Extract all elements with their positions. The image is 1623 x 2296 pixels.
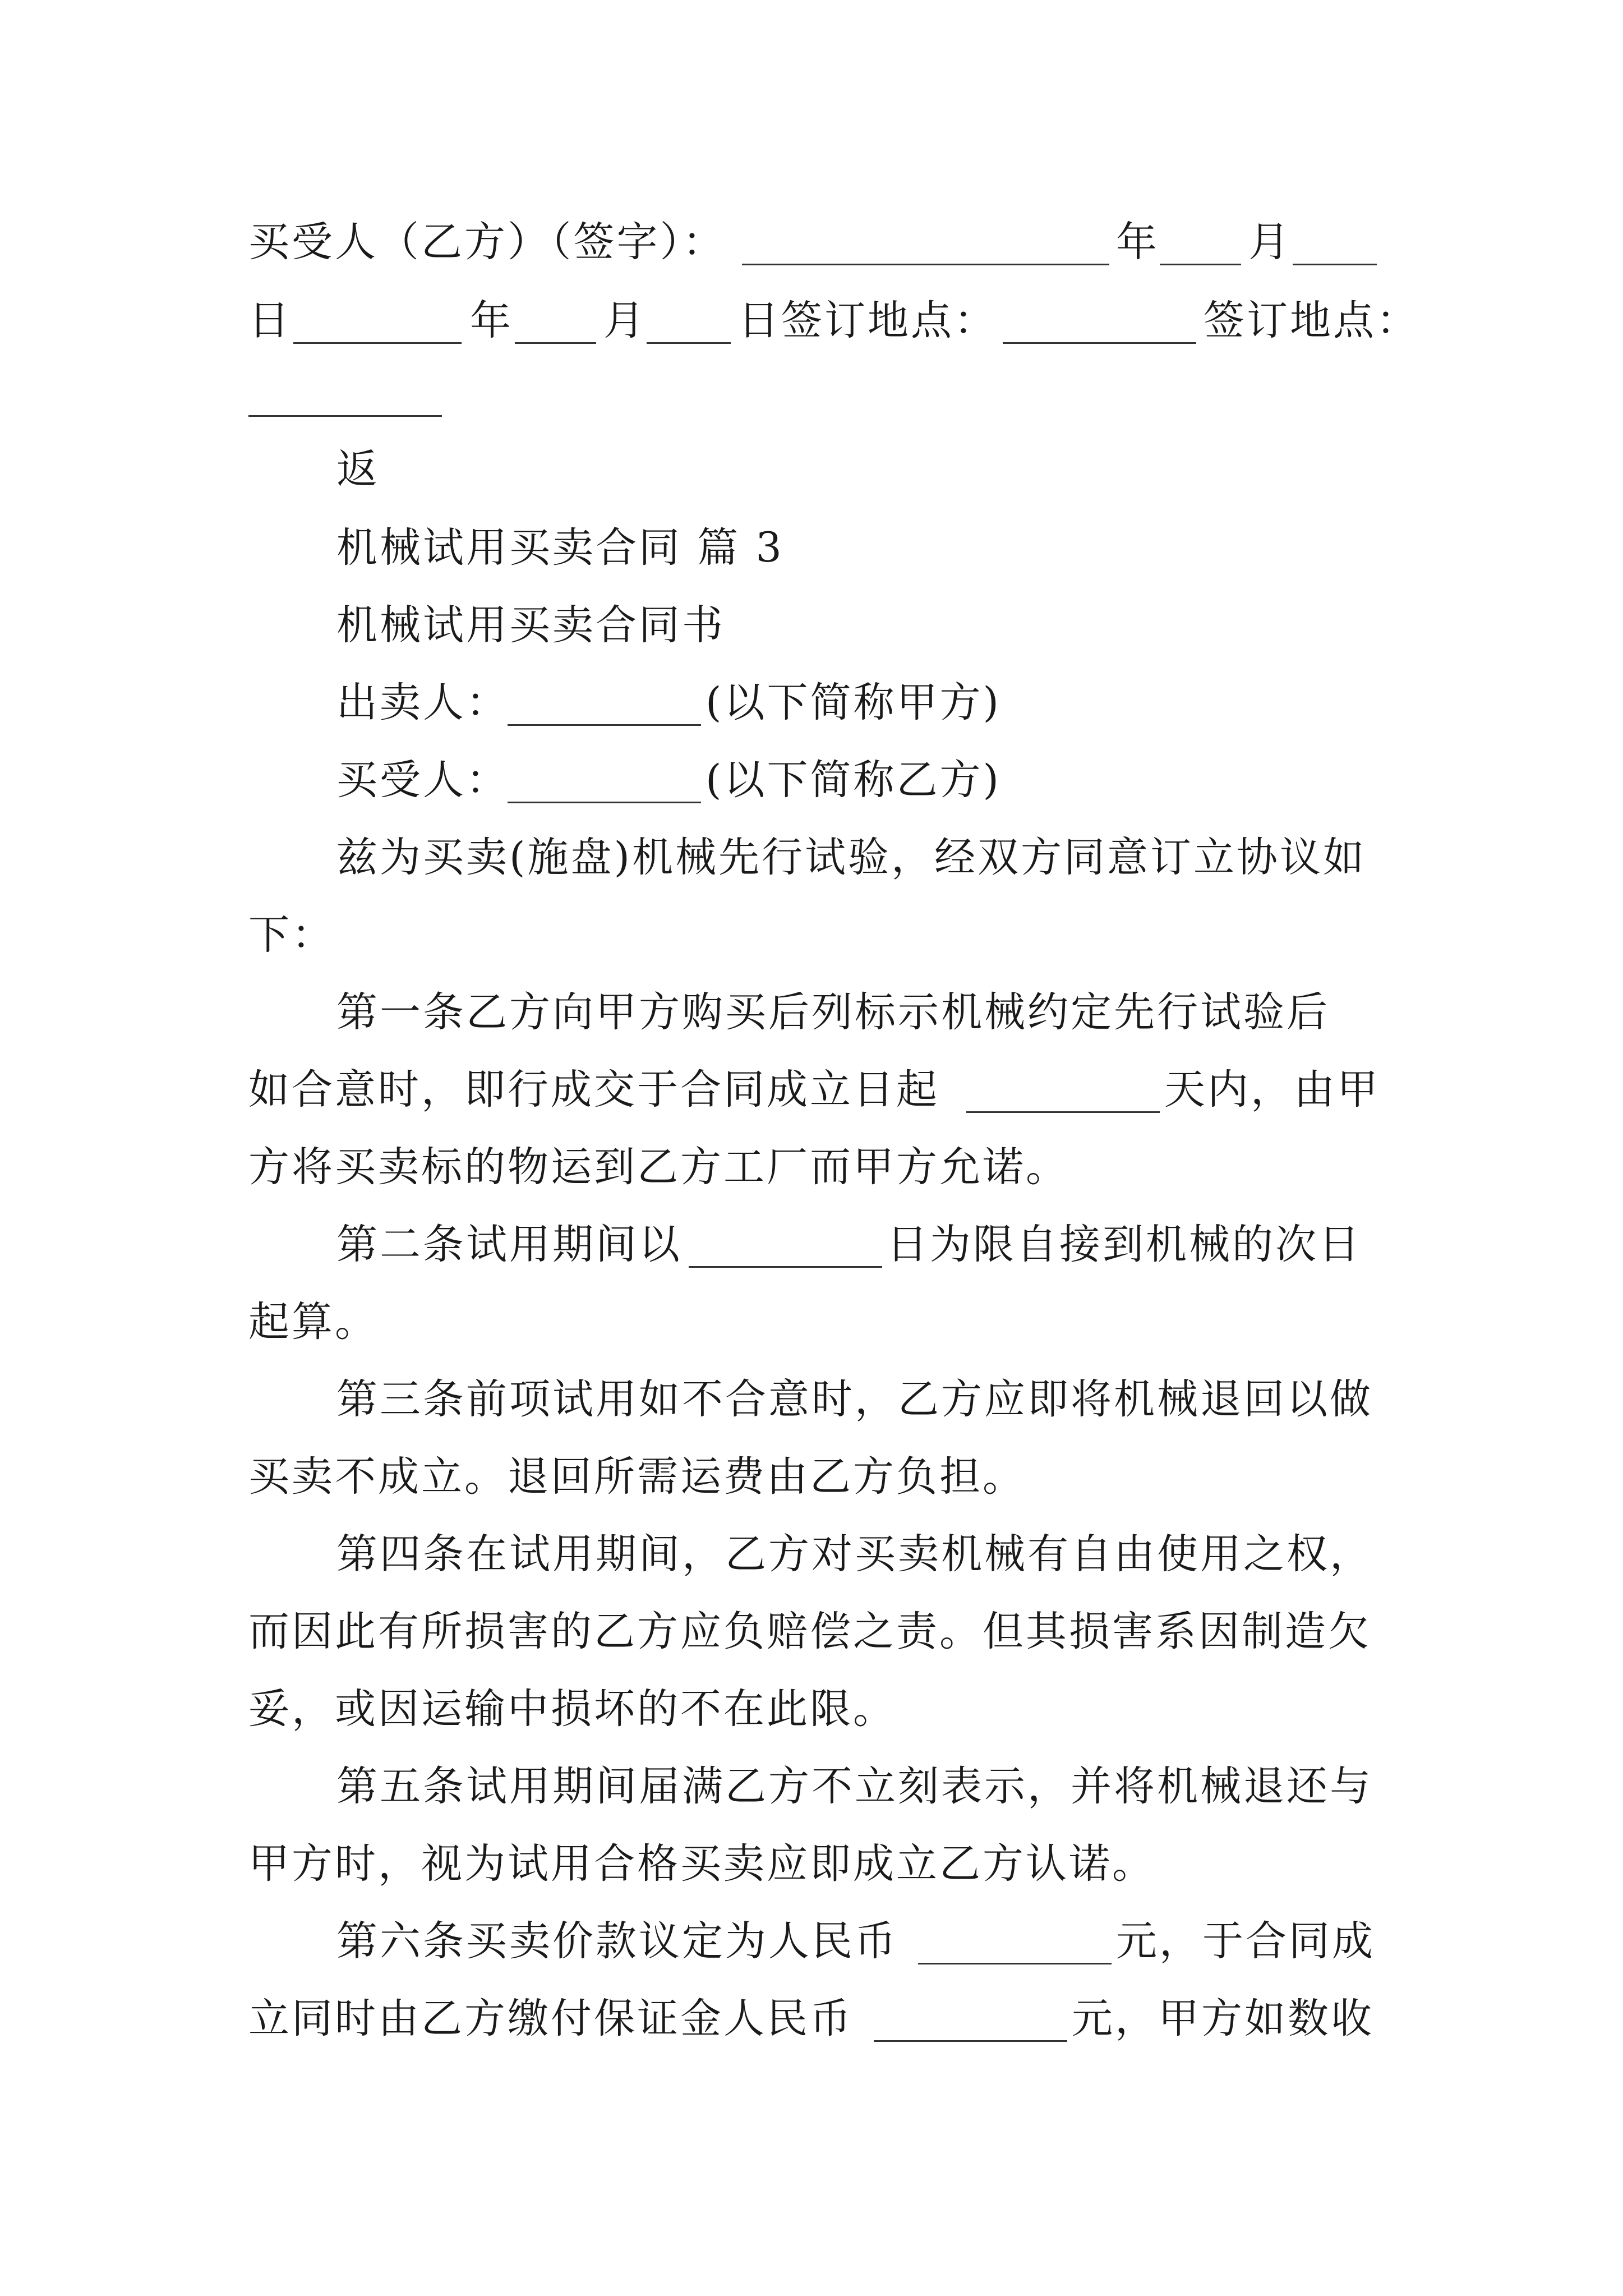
article-2-line-1b: 日为限自接到机械的次日 [887,1221,1362,1268]
year-char-2: 年 [470,297,513,344]
article-3-line-2: 买卖不成立。退回所需运费由乙方负担。 [248,1453,1026,1501]
buyer-signature-label: 买受人（乙方）（签字）： [248,218,726,266]
article-5-line-2: 甲方时，视为试用合格买卖应即成立乙方认诺。 [248,1840,1155,1888]
article-2-line-2: 起算。 [248,1298,378,1346]
sign-place-blank-2 [248,415,442,417]
month-blank [1160,264,1241,265]
article-6-line-1a: 第六条买卖价款议定为人民币 [336,1917,898,1965]
month-char-2: 月 [603,297,647,344]
month-char: 月 [1248,218,1292,266]
article-1-line-2a: 如合意时，即行成交于合同成立日起 [248,1066,939,1114]
seller-label: 出卖人： [336,679,509,726]
article-1-days-blank [966,1111,1160,1113]
buyer-signature-blank [742,264,1109,265]
article-4-line-3: 妥，或因运输中损坏的不在此限。 [248,1685,896,1733]
sign-place-blank [1003,342,1196,344]
seller-note: (以下简称甲方) [706,679,1001,726]
intro-line-1: 兹为买卖(施盘)机械先行试验，经双方同意订立协议如 [336,834,1366,881]
sign-place-label: 日签订地点： [738,297,997,344]
article-4-line-1: 第四条在试用期间，乙方对买卖机械有自由使用之权， [336,1530,1373,1578]
article-1-line-2b: 天内，由甲 [1164,1066,1380,1114]
article-3-line-1: 第三条前项试用如不合意时，乙方应即将机械退回以做 [336,1375,1373,1423]
contract-title: 机械试用买卖合同书 [336,601,725,649]
section-title: 机械试用买卖合同 篇 3 [336,524,784,572]
article-6-line-2a: 立同时由乙方缴付保证金人民币 [248,1995,853,2042]
day-blank [1293,264,1377,265]
buyer-label: 买受人： [336,756,509,804]
article-4-line-2: 而因此有所损害的乙方应负赔偿之责。但其损害系因制造欠 [248,1608,1371,1655]
article-6-deposit-blank [874,2040,1067,2042]
date-month-blank [515,342,596,344]
article-6-line-2b: 元，甲方如数收 [1072,1995,1374,2042]
article-1-line-1: 第一条乙方向甲方购买后列标示机械约定先行试验后 [336,988,1330,1036]
intro-line-2: 下： [248,911,335,959]
seller-blank [508,724,701,726]
return-text: 返 [336,445,380,493]
year-char: 年 [1116,218,1159,266]
day-char: 日 [248,297,292,344]
date-year-blank [293,342,462,344]
article-2-days-blank [689,1266,882,1268]
buyer-note: (以下简称乙方) [706,756,1001,804]
date-day-blank [647,342,731,344]
article-2-line-1a: 第二条试用期间以 [336,1221,682,1268]
article-1-line-3: 方将买卖标的物运到乙方工厂而甲方允诺。 [248,1143,1069,1191]
article-5-line-1: 第五条试用期间届满乙方不立刻表示，并将机械退还与 [336,1763,1373,1810]
article-6-price-blank [918,1963,1112,1964]
buyer-blank [508,802,701,803]
sign-place-label-2: 签订地点： [1204,297,1419,344]
article-6-line-1b: 元，于合同成 [1116,1917,1375,1965]
